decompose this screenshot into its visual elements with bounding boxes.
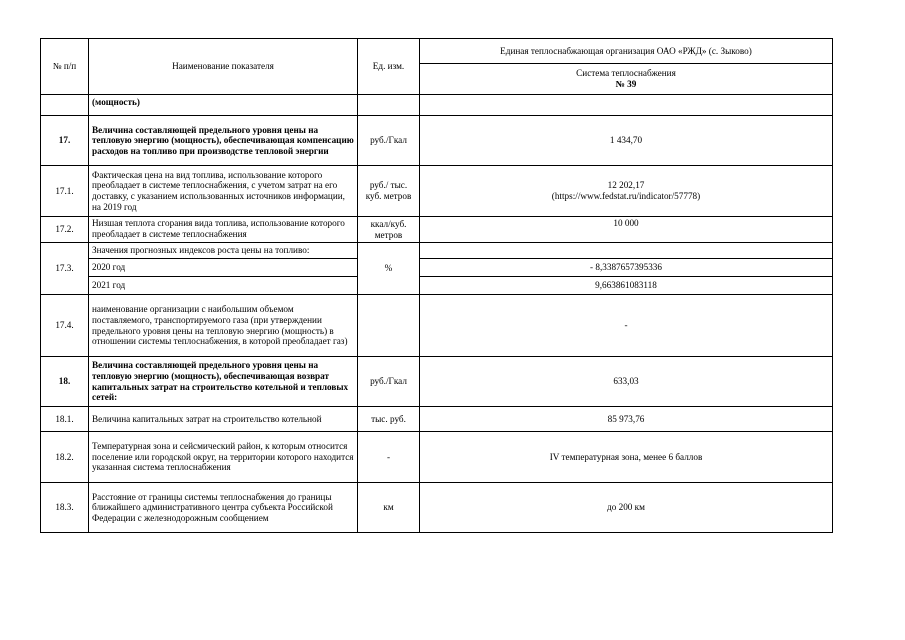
row-unit: руб./ тыс. куб. метров <box>358 166 420 217</box>
row-unit: % <box>358 243 420 295</box>
row-name: Температурная зона и сейсмический район, к которым относится поселение или городской округ, на территории которого находится указанная система теплоснабжения <box>89 432 358 483</box>
row-num: 17.2. <box>41 217 89 243</box>
row-unit: тыс. руб. <box>358 407 420 432</box>
row-num: 17.4. <box>41 295 89 357</box>
fuel-price-source: (https://www.fedstat.ru/indicator/57778) <box>551 191 701 201</box>
row-unit <box>358 295 420 357</box>
table-row <box>41 116 833 166</box>
row-unit: - <box>358 432 420 483</box>
header-name: Наименование показателя <box>89 39 358 95</box>
row-name: Низшая теплота сгорания вида топлива, использование которого преобладает в системе теплоснабжения <box>89 217 358 243</box>
row-value: 633,03 <box>420 357 833 407</box>
row-year-2021: 2021 год <box>89 277 358 295</box>
row-value-2021: 9,663861083118 <box>420 277 833 295</box>
row-name: Величина составляющей предельного уровня цены на тепловую энергию (мощность), обеспечивающая возврат капитальных затрат на строительство котельной и тепловых сетей: <box>89 357 358 407</box>
row-value: 10 000 <box>420 217 833 243</box>
row-name: Величина составляющей предельного уровня цены на тепловую энергию (мощность), обеспечивающая компенсацию расходов на топливо при производстве тепловой энергии <box>89 116 358 166</box>
row-unit: руб./Гкал <box>358 357 420 407</box>
table-row <box>41 432 833 483</box>
row-name: (мощность) <box>89 95 358 116</box>
row-value: 85 973,76 <box>420 407 833 432</box>
table-row <box>41 277 833 295</box>
table-row <box>41 483 833 533</box>
row-year-2020: 2020 год <box>89 259 358 277</box>
row-name: Величина капитальных затрат на строительство котельной <box>89 407 358 432</box>
row-unit: ккал/куб. метров <box>358 217 420 243</box>
row-num: 18.1. <box>41 407 89 432</box>
header-system-label: Система теплоснабжения <box>576 68 676 79</box>
header-num: № п/п <box>41 39 89 95</box>
row-value: IV температурная зона, менее 6 баллов <box>420 432 833 483</box>
row-value-2020: - 8,3387657395336 <box>420 259 833 277</box>
table-row <box>41 295 833 357</box>
row-value: 1 434,70 <box>420 116 833 166</box>
row-num: 18.2. <box>41 432 89 483</box>
row-name: Фактическая цена на вид топлива, использование которого преобладает в системе теплоснабжения, с учетом затрат на его доставку, с указанием использованных источников информации, на 2019 год <box>89 166 358 217</box>
fuel-price: 12 202,17 <box>607 180 645 191</box>
table-row <box>41 357 833 407</box>
row-value <box>420 166 833 217</box>
row-name: наименование организации с наибольшим объемом поставляемого, транспортируемого газа (при утверждении предельного уровня цены на тепловую энергию (мощность) в отношении системы теплоснабжения, в которой преобладает газ) <box>89 295 358 357</box>
row-value: до 200 км <box>420 483 833 533</box>
table-row <box>41 217 833 243</box>
row-num: 17.3. <box>41 243 89 295</box>
table-row <box>41 407 833 432</box>
row-num: 17. <box>41 116 89 166</box>
table-row <box>41 166 833 217</box>
table-row <box>41 95 833 116</box>
tariff-table <box>40 38 833 533</box>
row-name: Значения прогнозных индексов роста цены на топливо: <box>89 243 358 259</box>
table-row <box>41 259 833 277</box>
row-num: 18.3. <box>41 483 89 533</box>
row-name: Расстояние от границы системы теплоснабжения до границы ближайшего административного центра субъекта Российской Федерации с железнодорожным сообщением <box>89 483 358 533</box>
row-num: 18. <box>41 357 89 407</box>
row-num: 17.1. <box>41 166 89 217</box>
row-unit: км <box>358 483 420 533</box>
header-unit: Ед. изм. <box>358 39 420 95</box>
row-value: - <box>420 295 833 357</box>
header-org: Единая теплоснабжающая организация ОАО «РЖД» (с. Зыково) <box>420 39 833 64</box>
header-system <box>420 64 833 95</box>
row-unit: руб./Гкал <box>358 116 420 166</box>
table-row <box>41 243 833 259</box>
header-system-number: № 39 <box>615 79 637 89</box>
